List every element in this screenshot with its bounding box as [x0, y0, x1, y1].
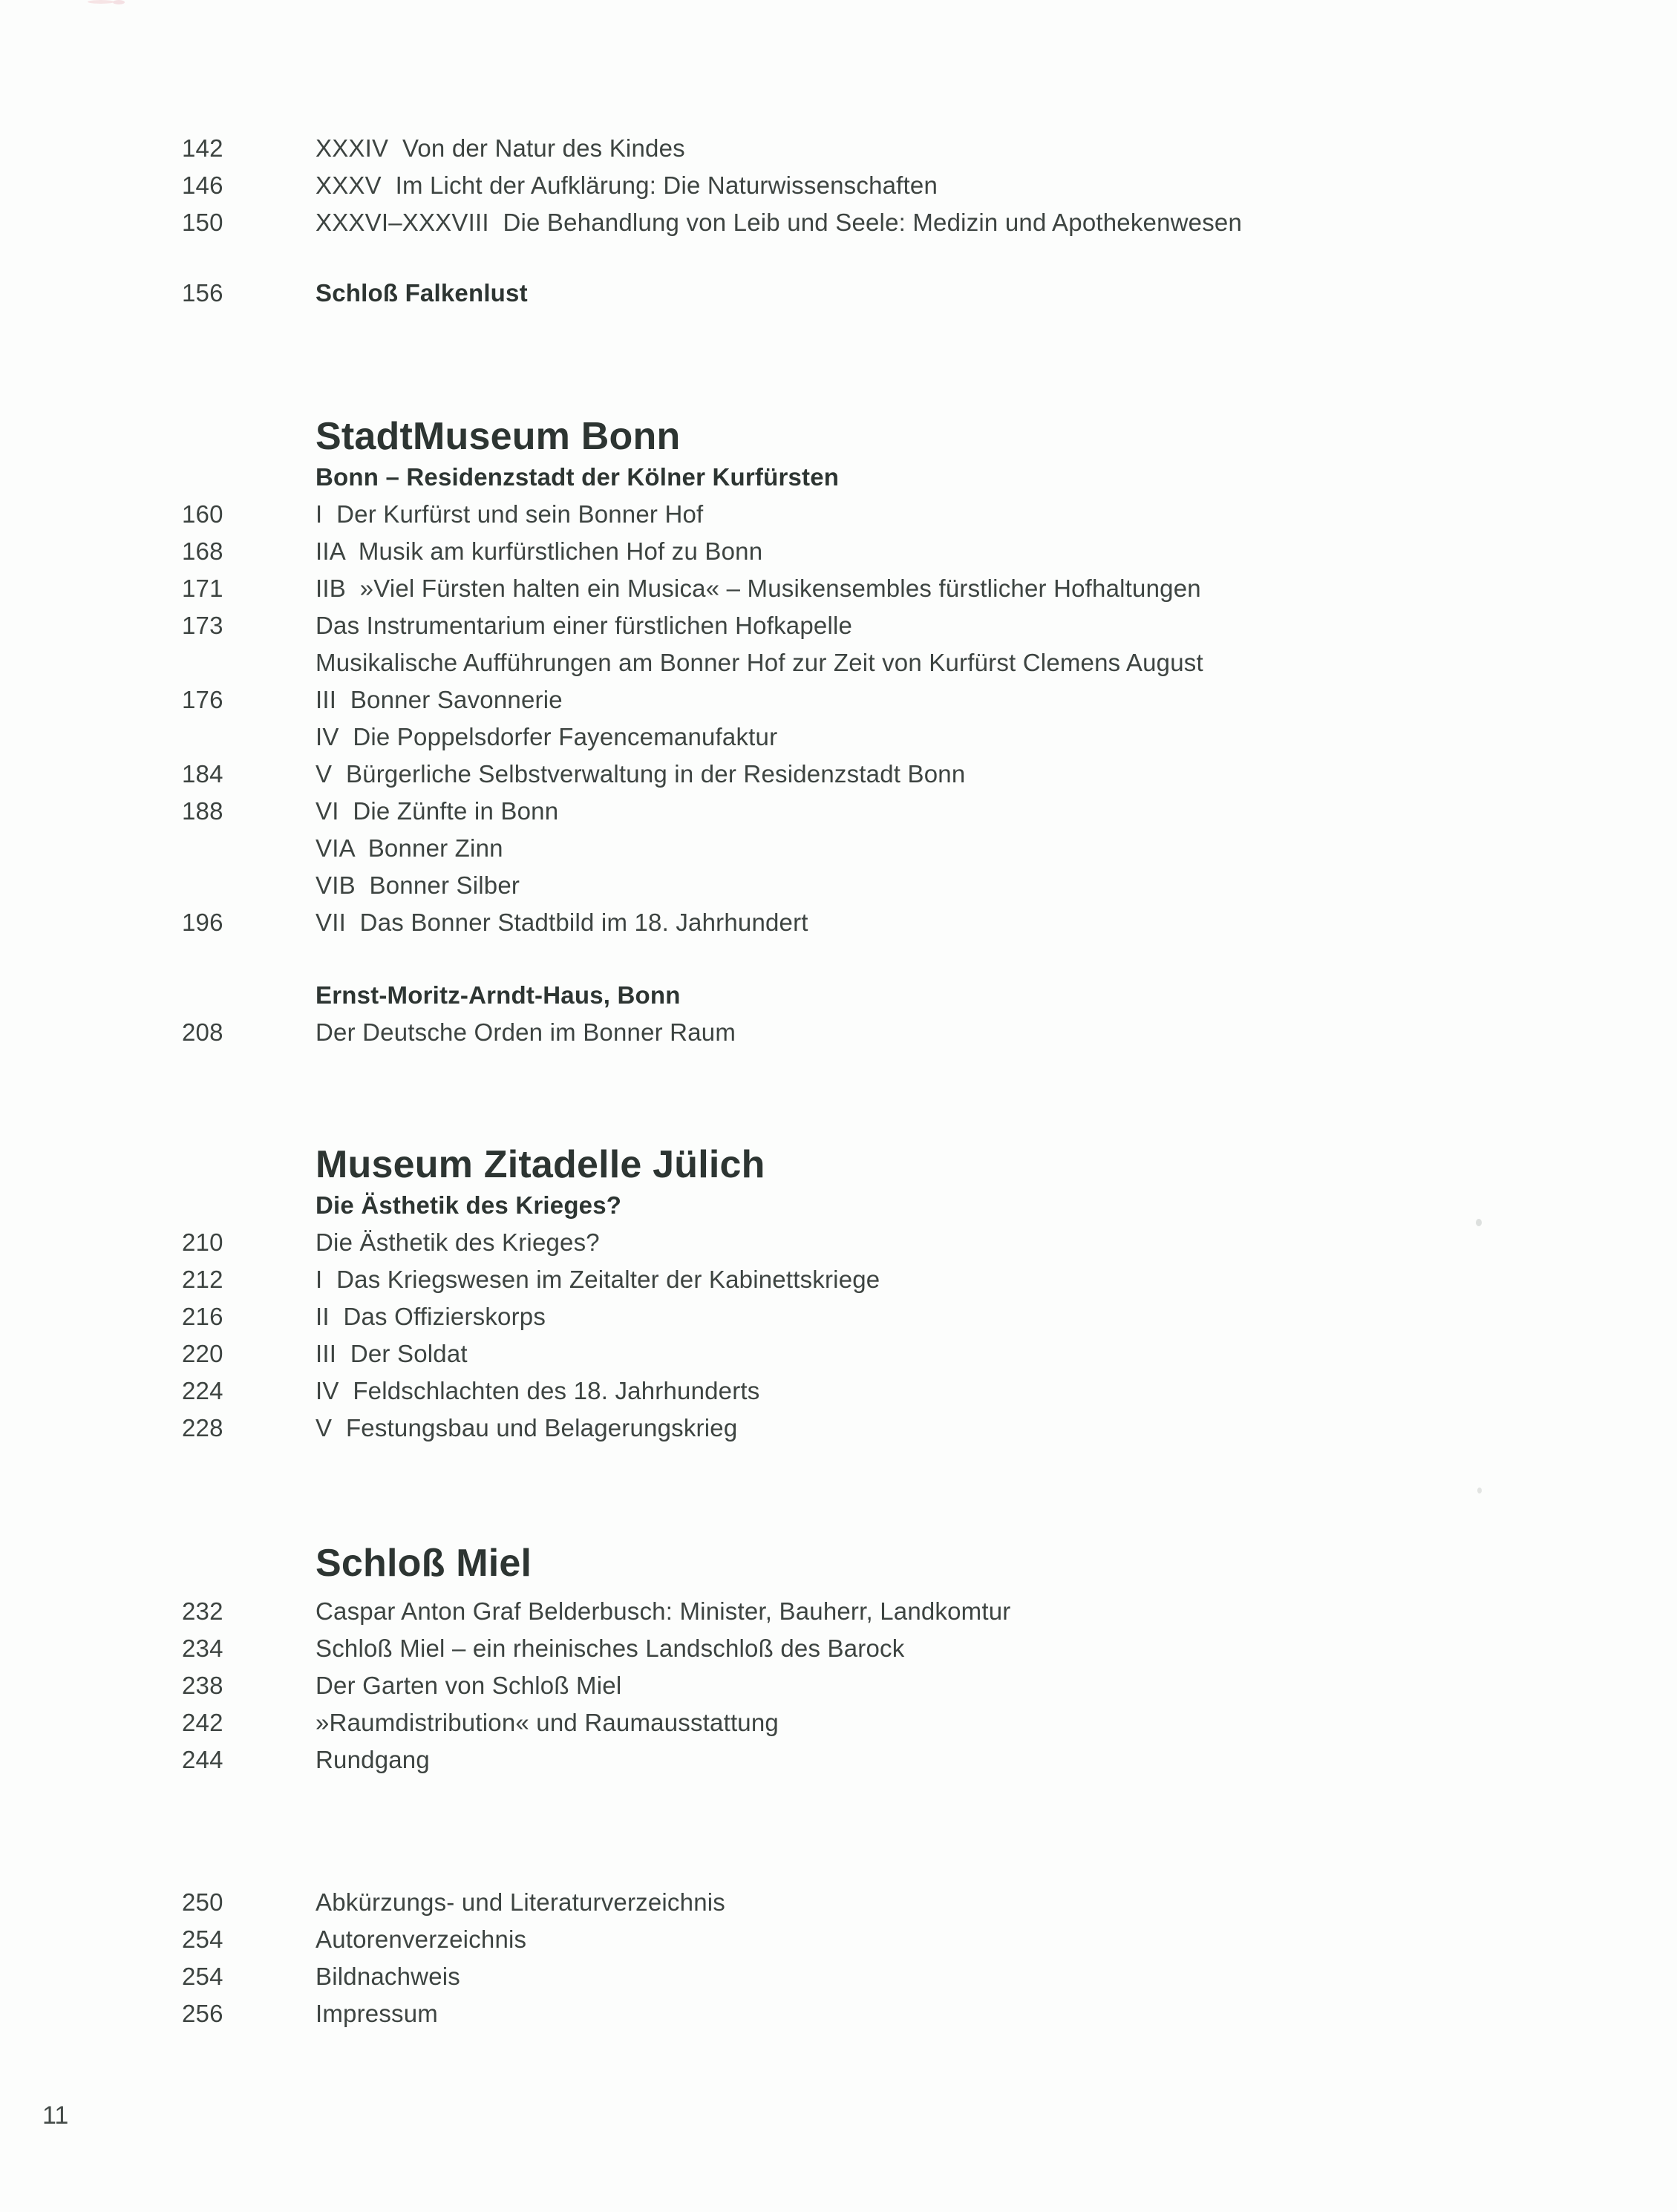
- toc-entry: [182, 644, 1677, 681]
- toc-entry: [182, 1372, 1677, 1410]
- toc-entry-title: VI Die Zünfte in Bonn: [316, 797, 559, 825]
- toc-page-number: 220: [182, 1340, 223, 1367]
- toc-entry-title: Der Deutsche Orden im Bonner Raum: [316, 1018, 736, 1046]
- page-number: 11: [42, 2101, 69, 2130]
- toc-entry: [182, 275, 1677, 312]
- toc-entry-title: VII Das Bonner Stadtbild im 18. Jahrhundert: [316, 909, 808, 936]
- toc-page-number: 184: [182, 760, 223, 788]
- toc-page-number: 188: [182, 797, 223, 825]
- toc-page-number: 254: [182, 1925, 223, 1953]
- toc-entry-title: V Festungsbau und Belagerungskrieg: [316, 1414, 738, 1442]
- toc-entry-title: XXXVI–XXXVIII Die Behandlung von Leib und Seele: Medizin und Apothekenwesen: [316, 209, 1243, 236]
- toc-entry: [182, 793, 1677, 830]
- toc-entry: [182, 1593, 1677, 1630]
- toc-page-number: 176: [182, 686, 223, 713]
- section-title-museum-zitadelle-juelich: Museum Zitadelle Jülich: [316, 1143, 765, 1186]
- toc-page-number: 146: [182, 171, 223, 199]
- toc-page-number: 256: [182, 2000, 223, 2027]
- toc-entry: [182, 1630, 1677, 1667]
- toc-entry: [182, 1958, 1677, 1995]
- toc-entry-title: Die Ästhetik des Krieges?: [316, 1228, 600, 1256]
- toc-page-number: 208: [182, 1018, 223, 1046]
- section-subtitle-arndt-haus: Ernst-Moritz-Arndt-Haus, Bonn: [316, 981, 681, 1009]
- toc-entry: [182, 607, 1677, 644]
- toc-page-number: 228: [182, 1414, 223, 1442]
- toc-entry-title: Bildnachweis: [316, 1963, 461, 1990]
- toc-page-number: 254: [182, 1963, 223, 1990]
- section-title-schloss-miel: Schloß Miel: [316, 1542, 532, 1585]
- toc-entry-title: Abkürzungs- und Literaturverzeichnis: [316, 1888, 725, 1916]
- toc-entry: [182, 1667, 1677, 1704]
- toc-entry: [182, 904, 1677, 941]
- toc-entry-title: III Bonner Savonnerie: [316, 686, 563, 713]
- toc-entry-title: V Bürgerliche Selbstverwaltung in der Residenzstadt Bonn: [316, 760, 966, 788]
- toc-entry: [182, 1261, 1677, 1298]
- toc-entry: [182, 130, 1677, 167]
- toc-entry: [182, 1014, 1677, 1051]
- toc-page-number: 216: [182, 1303, 223, 1330]
- toc-entry-title: XXXV Im Licht der Aufklärung: Die Naturwissenschaften: [316, 171, 938, 199]
- section-title-stadtmuseum-bonn: StadtMuseum Bonn: [316, 415, 681, 458]
- toc-page-number: 171: [182, 575, 223, 602]
- toc-entry: [182, 1224, 1677, 1261]
- toc-entry-title: VIB Bonner Silber: [316, 871, 520, 899]
- toc-entry-title: IV Die Poppelsdorfer Fayencemanufaktur: [316, 723, 778, 750]
- toc-entry: [182, 1995, 1677, 2032]
- toc-entry-title: VIA Bonner Zinn: [316, 834, 503, 862]
- toc-entry: [182, 1884, 1677, 1921]
- toc-entry-title: XXXIV Von der Natur des Kindes: [316, 134, 685, 162]
- toc-entry-title: Musikalische Aufführungen am Bonner Hof zur Zeit von Kurfürst Clemens August: [316, 649, 1203, 676]
- section-subtitle: Bonn – Residenzstadt der Kölner Kurfürsten: [316, 463, 840, 491]
- toc-entry-title: III Der Soldat: [316, 1340, 468, 1367]
- toc-entry-title: Schloß Falkenlust: [316, 279, 528, 307]
- toc-page-number: 224: [182, 1377, 223, 1404]
- toc-page-number: 142: [182, 134, 223, 162]
- toc-page-number: 242: [182, 1709, 223, 1736]
- toc-page-number: 238: [182, 1672, 223, 1699]
- toc-entry-title: »Raumdistribution« und Raumausstattung: [316, 1709, 779, 1736]
- toc-page-number: 160: [182, 500, 223, 528]
- toc-entry: [182, 1704, 1677, 1741]
- toc-entry: [182, 533, 1677, 570]
- toc-entry-title: IIA Musik am kurfürstlichen Hof zu Bonn: [316, 537, 763, 565]
- toc-page-number: 156: [182, 279, 223, 307]
- toc-page-number: 212: [182, 1266, 223, 1293]
- toc-page-number: 244: [182, 1746, 223, 1773]
- toc-page-number: 196: [182, 909, 223, 936]
- toc-entry-title: I Das Kriegswesen im Zeitalter der Kabinettskriege: [316, 1266, 880, 1293]
- toc-page-number: 210: [182, 1228, 223, 1256]
- toc-entry-title: Impressum: [316, 2000, 438, 2027]
- toc-page-number: 173: [182, 612, 223, 639]
- toc-entry-title: I Der Kurfürst und sein Bonner Hof: [316, 500, 704, 528]
- toc-entry-title: Schloß Miel – ein rheinisches Landschloß des Barock: [316, 1635, 905, 1662]
- toc-entry: [182, 570, 1677, 607]
- toc-page-number: 250: [182, 1888, 223, 1916]
- toc-entry: [182, 204, 1677, 241]
- toc-entry-title: Caspar Anton Graf Belderbusch: Minister, Bauherr, Landkomtur: [316, 1597, 1011, 1625]
- toc-entry: [182, 1410, 1677, 1447]
- toc-entry-title: Der Garten von Schloß Miel: [316, 1672, 622, 1699]
- toc-page-number: 232: [182, 1597, 223, 1625]
- toc-entry: [182, 1741, 1677, 1779]
- toc-entry-title: IIB »Viel Fürsten halten ein Musica« – Musikensembles fürstlicher Hofhaltungen: [316, 575, 1201, 602]
- toc-entry: [182, 756, 1677, 793]
- toc-entry-title: Das Instrumentarium einer fürstlichen Hofkapelle: [316, 612, 853, 639]
- toc-entry: [182, 719, 1677, 756]
- toc-entry: [182, 867, 1677, 904]
- toc-entry-title: IV Feldschlachten des 18. Jahrhunderts: [316, 1377, 760, 1404]
- toc-page-number: 234: [182, 1635, 223, 1662]
- toc-entry: [182, 681, 1677, 719]
- toc-entry-title: Rundgang: [316, 1746, 430, 1773]
- toc-entry-title: Autorenverzeichnis: [316, 1925, 527, 1953]
- toc-entry-title: II Das Offizierskorps: [316, 1303, 546, 1330]
- toc-page-number: 168: [182, 537, 223, 565]
- toc-page-number: 150: [182, 209, 223, 236]
- toc-entry: [182, 167, 1677, 204]
- section-subtitle: Die Ästhetik des Krieges?: [316, 1191, 622, 1219]
- toc-entry: [182, 1335, 1677, 1372]
- toc-entry: [182, 1921, 1677, 1958]
- toc-entry: [182, 1298, 1677, 1335]
- toc-entry: [182, 830, 1677, 867]
- toc-entry: [182, 496, 1677, 533]
